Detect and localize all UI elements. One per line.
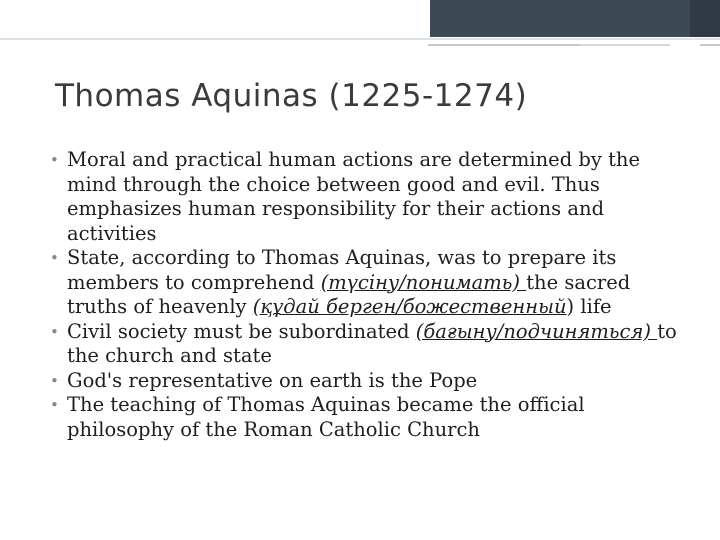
top-decoration-bar <box>0 0 720 37</box>
bullet-text: ) life <box>566 295 612 318</box>
bullet-item <box>50 246 690 320</box>
translation-note: (түсіну/понимать) <box>320 270 527 294</box>
bullet-icon: • <box>50 371 59 390</box>
bullet-text: State, according to Thomas Aquinas, was to prepare its members to comprehend <box>67 246 617 294</box>
bullet-item <box>50 393 690 442</box>
bullet-text: The teaching of Thomas Aquinas became the official philosophy of the Roman Catholic Church <box>67 393 585 441</box>
bullet-text: Moral and practical human actions are determined by the mind through the choice between good and evil. Thus emphasizes human responsibility for their actions and activities <box>67 148 641 245</box>
accent-line-3 <box>700 44 720 46</box>
top-bar-light-segment <box>0 0 430 37</box>
top-divider-line <box>0 38 720 40</box>
bullet-text: God's representative on earth is the Pope <box>67 368 478 392</box>
bullet-list <box>50 148 690 442</box>
accent-line-2 <box>580 44 670 46</box>
bullet-text: the sacred truths of heavenly <box>67 270 631 318</box>
bullet-icon: • <box>50 322 59 341</box>
bullet-item <box>50 320 690 369</box>
top-bar-dark-segment <box>430 0 720 37</box>
bullet-icon: • <box>50 151 59 169</box>
accent-line-1 <box>428 44 580 46</box>
bullet-text: to the church and state <box>67 319 677 367</box>
slide-title: Thomas Aquinas (1225-1274) <box>55 78 528 114</box>
top-bar-darker-segment <box>690 0 720 37</box>
translation-note: (бағыну/подчиняться) <box>415 319 658 343</box>
bullet-icon: • <box>50 396 59 414</box>
bullet-item <box>50 369 690 394</box>
bullet-text: Civil society must be subordinated <box>67 319 416 343</box>
bullet-icon: • <box>50 249 59 267</box>
translation-note: (құдай берген/божественный <box>252 295 567 318</box>
bullet-item <box>50 148 690 246</box>
